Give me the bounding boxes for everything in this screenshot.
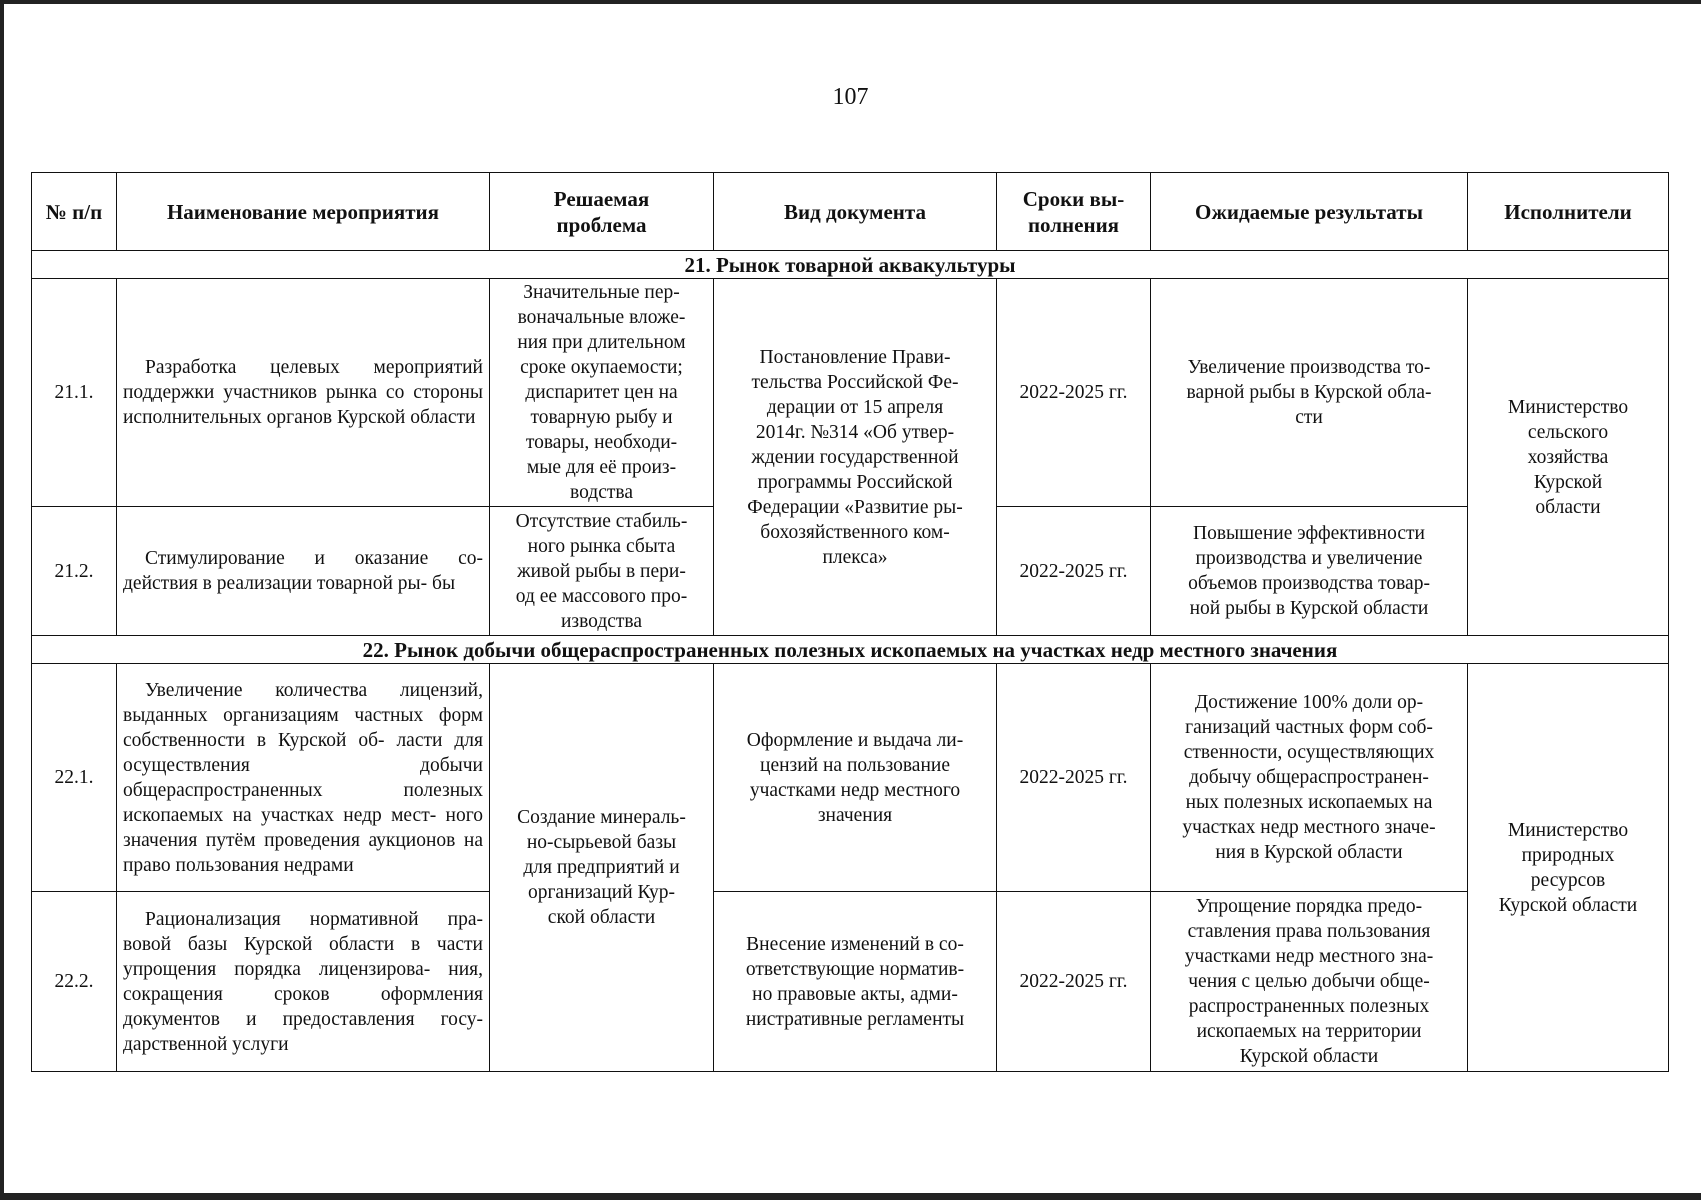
- document-cell: Внесение изменений в со- ответствующие норматив- но правовые акты, адми- нистративные регламенты: [714, 892, 997, 1072]
- measure-name: Разработка целевых мероприятий поддержки участников рынка со стороны исполнительных органов Курской области: [117, 279, 490, 507]
- problem-cell: Отсутствие стабиль- ного рынка сбыта живой рыбы в пери- од ее массового про- изводства: [490, 507, 714, 636]
- section-21-row: [32, 251, 1669, 279]
- measure-name: Рационализация нормативной пра- вовой базы Курской области в части упрощения порядка лицензирова- ния, сокращения сроков оформления документов и предоставления госу- дарственной услуги: [117, 892, 490, 1072]
- measure-name: Увеличение количества лицензий, выданных организациям частных форм собственности в Курской об- ласти для осуществления добычи общераспространенных полезных ископаемых на участках недр мест- ного значения путём проведения аукционов на право пользования недрами: [117, 664, 490, 892]
- header-doc: Вид документа: [714, 173, 997, 251]
- term-cell: 2022-2025 гг.: [997, 279, 1151, 507]
- table-row: [32, 664, 1669, 892]
- term-cell: 2022-2025 гг.: [997, 892, 1151, 1072]
- section-22-row: [32, 636, 1669, 664]
- row-number: 21.1.: [32, 279, 117, 507]
- term-cell: 2022-2025 гг.: [997, 664, 1151, 892]
- result-cell: Увеличение производства то- варной рыбы в Курской обла- сти: [1151, 279, 1468, 507]
- header-results: Ожидаемые результаты: [1151, 173, 1468, 251]
- table-row: [32, 892, 1669, 1072]
- header-terms: Сроки вы- полнения: [997, 173, 1151, 251]
- page-number: 107: [832, 84, 869, 110]
- measures-table: [31, 172, 1669, 1072]
- executor-cell: Министерство сельского хозяйства Курской области: [1468, 279, 1669, 636]
- header-name: Наименование мероприятия: [117, 173, 490, 251]
- result-cell: Упрощение порядка предо- ставления права пользования участками недр местного зна- чения с целью добычи обще- распространенных полезных ископаемых на территории Курской области: [1151, 892, 1468, 1072]
- page-border-top: [0, 0, 1701, 4]
- problem-cell: Создание минераль- но-сырьевой базы для предприятий и организаций Кур- ской области: [490, 664, 714, 1072]
- section-21-title: 21. Рынок товарной аквакультуры: [32, 251, 1669, 279]
- table-row: [32, 279, 1669, 507]
- term-cell: 2022-2025 гг.: [997, 507, 1151, 636]
- header-num: № п/п: [32, 173, 117, 251]
- header-executors: Исполнители: [1468, 173, 1669, 251]
- result-cell: Достижение 100% доли ор- ганизаций частных форм соб- ственности, осуществляющих добычу общераспространен- ных полезных ископаемых на участках недр местного значе- ния в Курской области: [1151, 664, 1468, 892]
- problem-cell: Значительные пер- воначальные вложе- ния при длительном сроке окупаемости; диспаритет цен на товарную рыбу и товары, необходи- мые для её произ- водства: [490, 279, 714, 507]
- header-problem: Решаемая проблема: [490, 173, 714, 251]
- document-cell: Постановление Прави- тельства Российской Фе- дерации от 15 апреля 2014г. №314 «Об утвер- ждении государственной программы Российской Федерации «Развитие ры- бохозяйственного ком- плекса»: [714, 279, 997, 636]
- measure-name: Стимулирование и оказание со- действия в реализации товарной ры- бы: [117, 507, 490, 636]
- page-border-bottom: [0, 1193, 1701, 1200]
- section-22-title: 22. Рынок добычи общераспространенных полезных ископаемых на участках недр местного значения: [32, 636, 1669, 664]
- row-number: 22.1.: [32, 664, 117, 892]
- page-border-left: [0, 0, 4, 1200]
- row-number: 21.2.: [32, 507, 117, 636]
- header-row: [32, 173, 1669, 251]
- document-cell: Оформление и выдача ли- цензий на пользование участками недр местного значения: [714, 664, 997, 892]
- row-number: 22.2.: [32, 892, 117, 1072]
- executor-cell: Министерство природных ресурсов Курской области: [1468, 664, 1669, 1072]
- result-cell: Повышение эффективности производства и увеличение объемов производства товар- ной рыбы в Курской области: [1151, 507, 1468, 636]
